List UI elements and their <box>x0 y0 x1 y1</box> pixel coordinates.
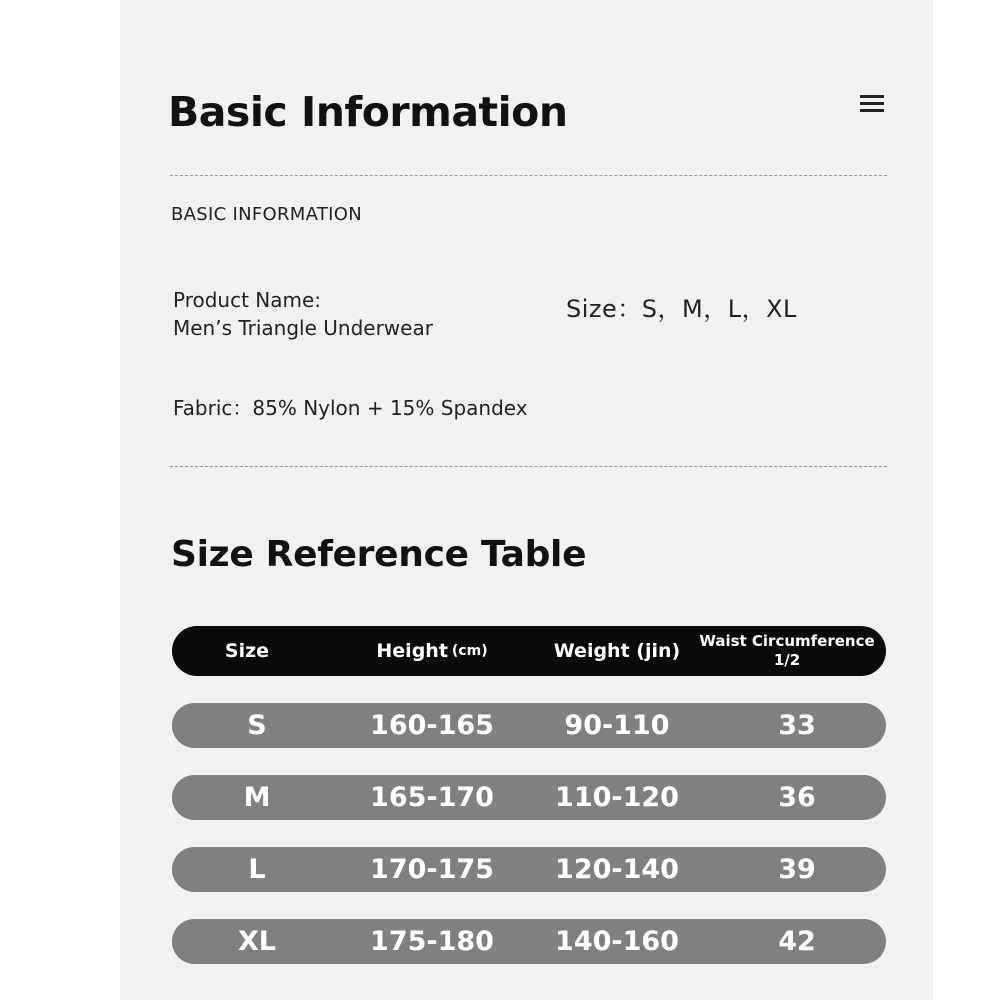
header-height-unit: (cm) <box>451 643 488 659</box>
header-waist <box>692 632 882 670</box>
cell-size: S <box>247 710 267 741</box>
cell-weight: 140-160 <box>555 926 679 957</box>
size-table-header <box>172 626 886 676</box>
cell-size: XL <box>237 926 277 957</box>
menu-icon-bar <box>860 109 884 112</box>
cell-weight: 110-120 <box>555 782 679 813</box>
header-waist-line2: 1/2 <box>773 651 801 669</box>
page-title: Basic Information <box>168 88 568 136</box>
cell-height: 175-180 <box>370 926 494 957</box>
divider-bottom <box>170 466 887 467</box>
table-row <box>172 919 886 964</box>
size-options: Size：S，M，L，XL <box>566 295 797 323</box>
menu-icon-bar <box>860 102 884 105</box>
size-table-title: Size Reference Table <box>171 534 587 575</box>
cell-size: L <box>248 854 266 885</box>
menu-icon-bar <box>860 95 884 98</box>
cell-weight: 90-110 <box>564 710 670 741</box>
table-row <box>172 703 886 748</box>
table-row <box>172 847 886 892</box>
table-row <box>172 775 886 820</box>
divider-top <box>170 175 887 176</box>
cell-height: 160-165 <box>370 710 494 741</box>
cell-waist: 36 <box>778 782 816 813</box>
product-name-value: Men’s Triangle Underwear <box>173 316 433 340</box>
section-label: BASIC INFORMATION <box>171 204 362 225</box>
product-name-label: Product Name: <box>173 288 322 312</box>
menu-icon[interactable] <box>860 95 884 115</box>
header-height-label: Height <box>376 640 448 662</box>
cell-height: 165-170 <box>370 782 494 813</box>
cell-waist: 33 <box>778 710 816 741</box>
fabric-info: Fabric：85% Nylon + 15% Spandex <box>173 396 528 420</box>
header-weight: Weight (jin) <box>553 640 681 662</box>
cell-weight: 120-140 <box>555 854 679 885</box>
header-height <box>352 626 512 676</box>
cell-size: M <box>243 782 271 813</box>
cell-height: 170-175 <box>370 854 494 885</box>
cell-waist: 39 <box>778 854 816 885</box>
cell-waist: 42 <box>778 926 816 957</box>
header-size: Size <box>224 640 270 662</box>
product-name <box>173 286 433 342</box>
header-waist-line1: Waist Circumference <box>699 632 875 650</box>
